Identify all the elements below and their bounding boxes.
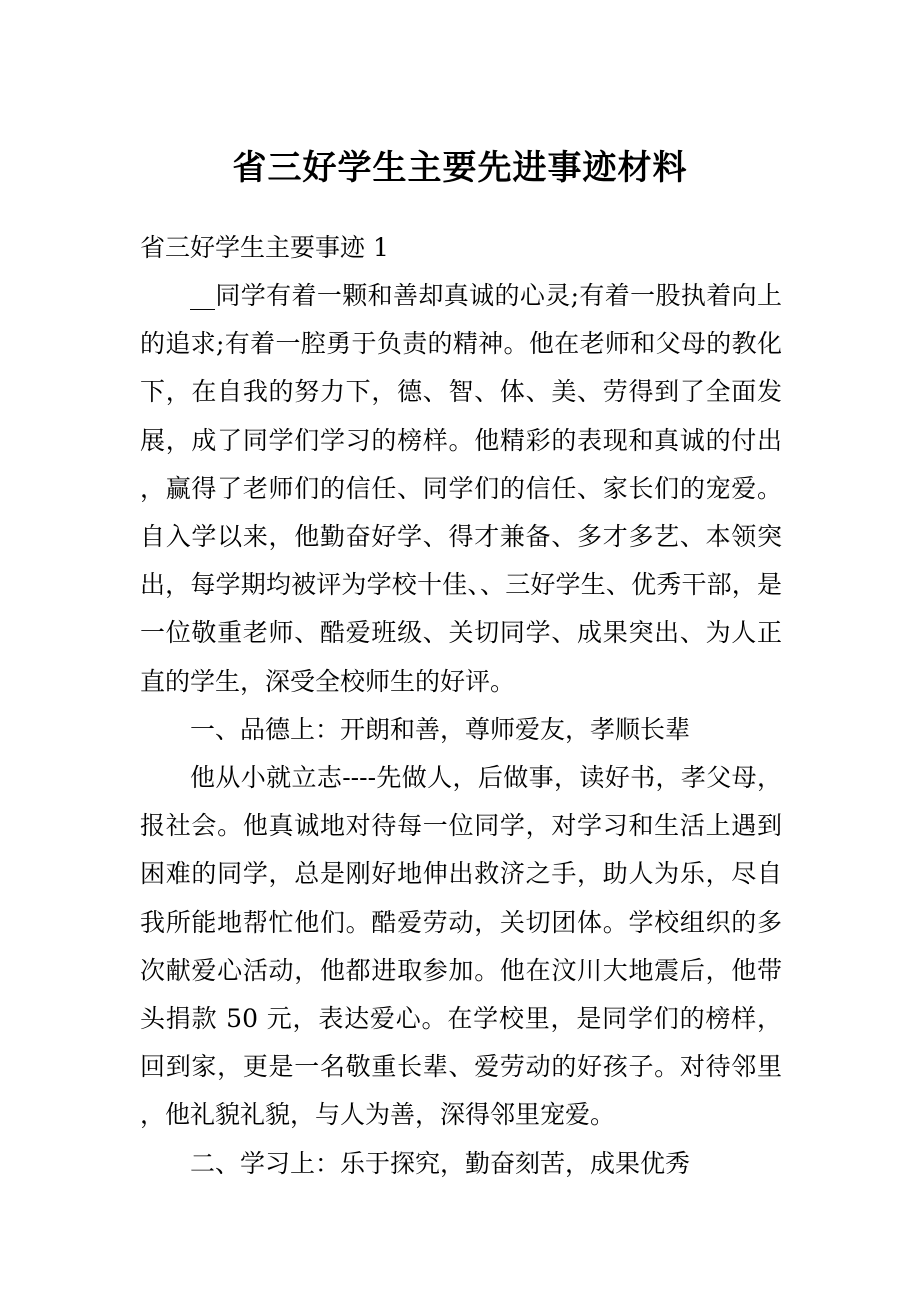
document-subheading: 省三好学生主要事迹 1	[140, 233, 389, 262]
section-heading-morality: 一、品德上：开朗和善，尊师爱友，孝顺长辈	[190, 714, 691, 744]
paragraph-intro: __同学有着一颗和善却真诚的心灵;有着一股执着向上的追求;有着一腔勇于负责的精神。他在老师和父母的教化下，在自我的努力下，德、智、体、美、劳得到了全面发展，成了同学们学习的榜样。他精彩的表现和真诚的付出，赢得了老师们的信任、同学们的信任、家长们的宠爱。自入学以来，他勤奋好学、得才兼备、多才多艺、本领突出，每学期均被评为学校十佳、、三好学生、优秀干部，是一位敬重老师、酷爱班级、关切同学、成果突出、为人正直的学生，深受全校师生的好评。	[140, 281, 782, 696]
paragraph-morality: 他从小就立志----先做人，后做事，读好书，孝父母，报社会。他真诚地对待每一位同学，对学习和生活上遇到困难的同学，总是刚好地伸出救济之手，助人为乐，尽自我所能地帮忙他们。酷爱劳动，关切团体。学校组织的多次献爱心活动，他都进取参加。他在汶川大地震后，他带头捐款 50 元，表达爱心。在学校里，是同学们的榜样，回到家，更是一名敬重长辈、爱劳动的好孩子。对待邻里，他礼貌礼貌，与人为善，深得邻里宠爱。	[140, 763, 782, 1130]
document-body	[140, 272, 782, 1188]
section-heading-study: 二、学习上：乐于探究，勤奋刻苦，成果优秀	[190, 1148, 691, 1178]
document-title: 省三好学生主要先进事迹材料	[232, 148, 688, 188]
